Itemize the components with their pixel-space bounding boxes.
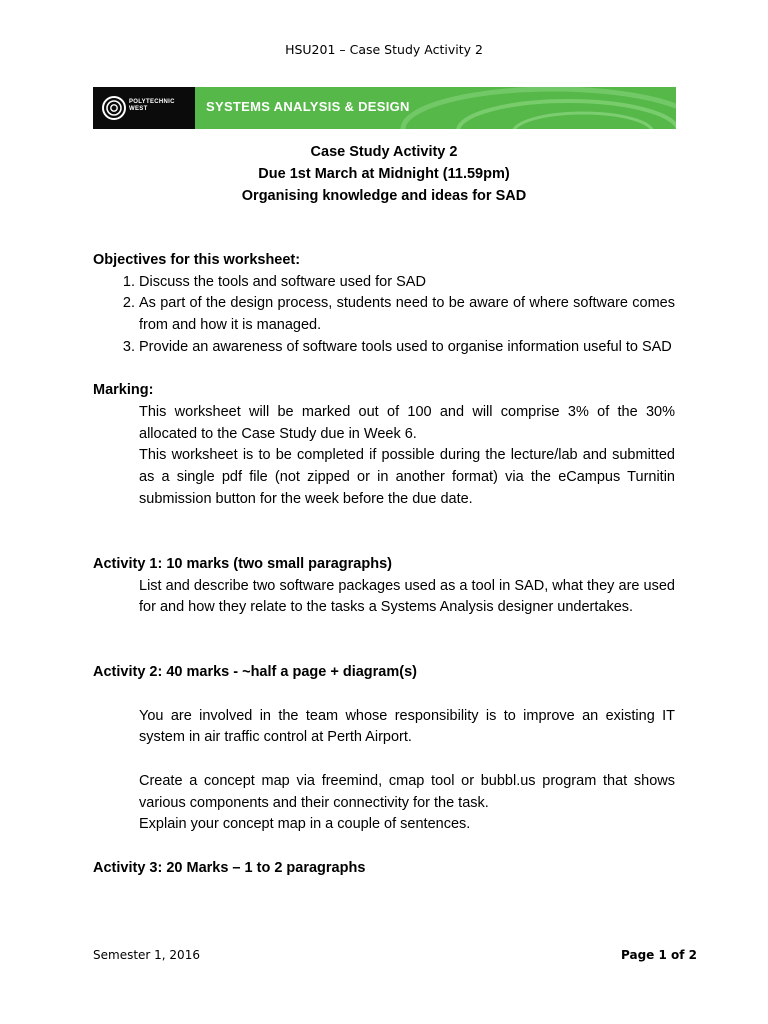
marking-paragraph: This worksheet will be marked out of 100 and will comprise 3% of the 30% allocated to the Case Study due in Week 6. <box>139 403 675 442</box>
running-header: HSU201 – Case Study Activity 2 <box>285 42 483 57</box>
activity2-paragraph: You are involved in the team whose responsibility is to improve an existing IT system in air traffic control at Perth Airport. <box>139 707 675 746</box>
activity3-heading: Activity 3: 20 Marks – 1 to 2 paragraphs <box>93 859 366 876</box>
objectives-heading: Objectives for this worksheet: <box>93 252 301 268</box>
title-line-2: Due 1st March at Midnight (11.59pm) <box>258 166 510 182</box>
activity2-paragraph: Create a concept map via freemind, cmap tool or bubbl.us program that shows various components and their connectivity for the task. <box>139 772 675 811</box>
course-banner <box>93 87 676 129</box>
banner-swirl-decoration <box>393 87 676 129</box>
title-line-3: Organising knowledge and ideas for SAD <box>241 188 527 204</box>
objective-item: 2. As part of the design process, students need to be aware of where software comes from and how it is managed. <box>139 293 675 336</box>
document-body <box>93 250 675 879</box>
activity1-text: List and describe two software packages used as a tool in SAD, what they are used for and how they relate to the tasks a Systems Analysis designer undertakes. <box>139 577 675 616</box>
polytechnic-logo <box>93 87 195 129</box>
marking-heading: Marking: <box>93 382 154 399</box>
logo-line-2: WEST <box>129 106 148 112</box>
swirl-logo-icon <box>101 94 127 122</box>
activity2-paragraph: Explain your concept map in a couple of sentences. <box>139 816 471 833</box>
objective-item: 1. Discuss the tools and software used for SAD <box>139 272 675 294</box>
title-line-1: Case Study Activity 2 <box>310 144 458 160</box>
footer-page-number: Page 1 of 2 <box>621 948 697 962</box>
objective-item: 3. Provide an awareness of software tools used to organise information useful to SAD <box>139 337 675 359</box>
marking-paragraph: This worksheet is to be completed if possible during the lecture/lab and submitted as a single pdf file (not zipped or in another format) via the eCampus Turnitin submission button for the week before the due date. <box>139 447 675 507</box>
logo-line-1: POLYTECHNIC <box>129 99 175 105</box>
objectives-list <box>93 272 675 359</box>
document-title <box>0 141 768 207</box>
activity2-heading: Activity 2: 40 marks - ~half a page + diagram(s) <box>93 664 417 681</box>
banner-title: SYSTEMS ANALYSIS & DESIGN <box>206 99 410 114</box>
footer-semester: Semester 1, 2016 <box>93 948 200 962</box>
activity1-heading: Activity 1: 10 marks (two small paragraphs) <box>93 555 392 572</box>
logo-text <box>129 99 175 113</box>
